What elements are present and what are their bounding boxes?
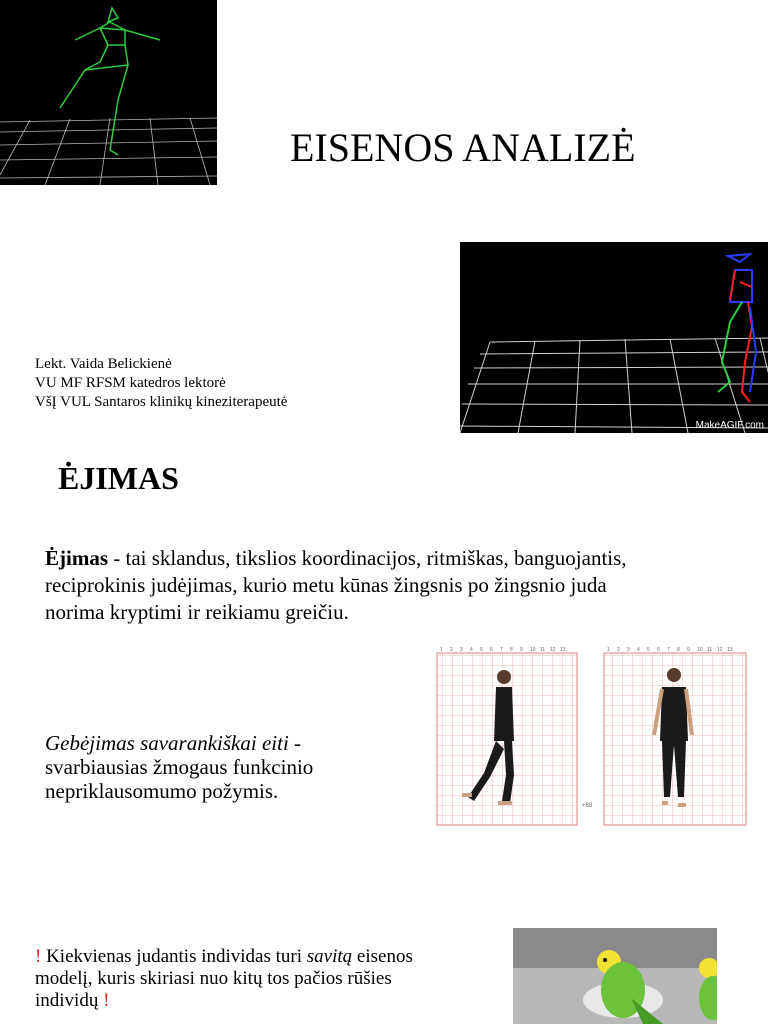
skeleton-dance-figure bbox=[0, 0, 217, 185]
grid-number: 2 bbox=[450, 647, 453, 653]
grid-number: 2 bbox=[617, 647, 620, 653]
grid-number: 13 bbox=[560, 647, 566, 653]
unique-text-b: eisenos modelį, kuris skiriasi nuo kitų tos pačios rūšies individų bbox=[35, 946, 413, 1011]
ability-text: - svarbiausias žmogaus funkcinio nepriklausomumo požymis. bbox=[45, 731, 314, 803]
definition-paragraph bbox=[45, 545, 645, 626]
skeleton-walk-image bbox=[460, 242, 768, 433]
exclamation-mark-start: ! bbox=[35, 946, 42, 967]
grid-number: 1 bbox=[440, 647, 443, 653]
grid-number: 3 bbox=[627, 647, 630, 653]
grid-number: 6 bbox=[490, 647, 493, 653]
parrot-photo bbox=[513, 928, 717, 1024]
grid-number: 6 bbox=[657, 647, 660, 653]
definition-text: - tai sklandus, tikslios koordinacijos, ritmiškas, banguojantis, reciprokinis judėjimas, kurio metu kūnas žingsnis po žingsnio juda norima kryptimi ir reikiamu greičiu. bbox=[45, 546, 627, 624]
section-heading: ĖJIMAS bbox=[58, 460, 179, 496]
grid-number: 3 bbox=[460, 647, 463, 653]
grid-number: 12 bbox=[550, 647, 556, 653]
gait-grid-image bbox=[432, 645, 750, 830]
grid-number: 9 bbox=[520, 647, 523, 653]
grid-number: 11 bbox=[707, 647, 713, 653]
grid-number: 7 bbox=[500, 647, 503, 653]
grid-number: 12 bbox=[717, 647, 723, 653]
grid-number: 9 bbox=[687, 647, 690, 653]
unique-text-a: Kiekvienas judantis individas turi bbox=[41, 946, 307, 967]
definition-term: Ėjimas bbox=[45, 546, 108, 570]
grid-number: 5 bbox=[480, 647, 483, 653]
watermark-text: MakeAGIF.com bbox=[695, 420, 764, 431]
grid-number: 10 bbox=[530, 647, 536, 653]
grid-number: 4 bbox=[637, 647, 640, 653]
grid-number: 7 bbox=[667, 647, 670, 653]
unique-italic: savitą bbox=[306, 946, 353, 967]
grid-number: 1 bbox=[607, 647, 610, 653]
unique-gait-paragraph bbox=[35, 946, 435, 1012]
grid-number: 13 bbox=[727, 647, 733, 653]
author-name: Lekt. Vaida Belickienė bbox=[35, 356, 172, 372]
gait-grid-figure bbox=[432, 645, 750, 830]
ability-paragraph bbox=[45, 731, 365, 803]
author-position: VU MF RFSM katedros lektorė bbox=[35, 375, 226, 391]
grid-number: 8 bbox=[510, 647, 513, 653]
skeleton-walk-figure bbox=[460, 242, 768, 433]
author-affiliation: VšĮ VUL Santaros klinikų kineziterapeutė bbox=[35, 394, 288, 410]
grid-number: 4 bbox=[470, 647, 473, 653]
skeleton-dance-image bbox=[0, 0, 217, 185]
author-block bbox=[35, 355, 287, 412]
grid-number: 11 bbox=[540, 647, 546, 653]
page-title: EISENOS ANALIZĖ bbox=[290, 125, 636, 170]
exclamation-mark-end: ! bbox=[103, 990, 110, 1011]
grid-number: 10 bbox=[697, 647, 703, 653]
grid-number: 8 bbox=[677, 647, 680, 653]
ability-term: Gebėjimas savarankiškai eiti bbox=[45, 731, 289, 755]
grid-label: +88 bbox=[582, 803, 593, 809]
grid-number: 5 bbox=[647, 647, 650, 653]
parrot-figure bbox=[513, 928, 717, 1024]
